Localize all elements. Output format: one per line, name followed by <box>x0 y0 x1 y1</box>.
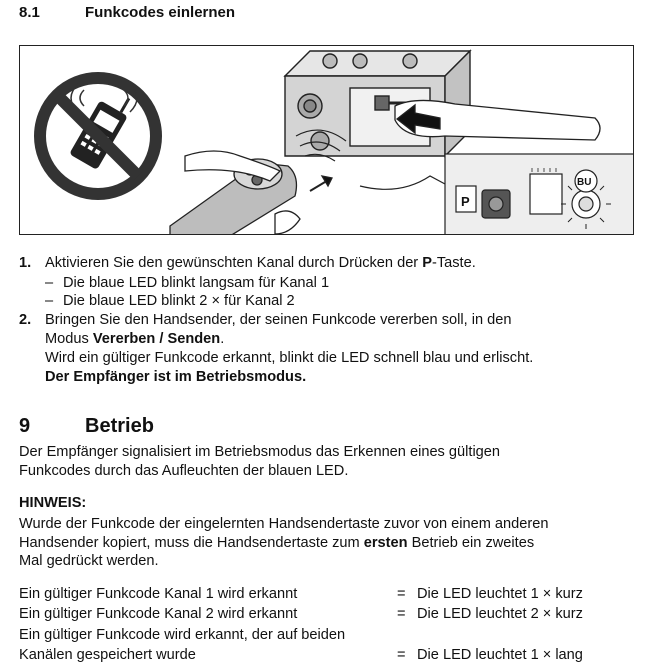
step-1-sub-2: Die blaue LED blinkt 2 × für Kanal 2 <box>63 293 295 309</box>
note-line-3: Mal gedrückt werden. <box>19 553 159 569</box>
section-9-number: 9 <box>19 415 31 437</box>
inset-panel <box>360 154 634 235</box>
table-row-1-right: Die LED leuchtet 1 × kurz <box>417 586 583 602</box>
step-2-number: 2. <box>19 312 32 328</box>
note-heading: HINWEIS: <box>19 495 87 511</box>
table-row-2-eq: = <box>397 606 406 622</box>
table-row-3-left: Ein gültiger Funkcode wird erkannt, der auf beiden <box>19 627 346 643</box>
pressing-hand <box>395 100 600 140</box>
note-line-2: Handsender kopiert, muss die Handsendertaste zum ersten Betrieb ein zweites <box>19 535 535 551</box>
table-row-2-right: Die LED leuchtet 2 × kurz <box>417 606 583 622</box>
intro-line-1: Der Empfänger signalisiert im Betriebsmodus das Erkennen eines gültigen <box>19 444 501 460</box>
table-row-4-eq: = <box>397 647 406 663</box>
intro-line-2: Funkcodes durch das Aufleuchten der blauen LED. <box>19 463 349 479</box>
note-line-1: Wurde der Funkcode der eingelernten Handsendertaste zuvor von einem anderen <box>19 516 549 532</box>
step-2-line-4: Der Empfänger ist im Betriebsmodus. <box>45 369 307 385</box>
step-2-line-3: Wird ein gültiger Funkcode erkannt, blinkt die LED schnell blau und erlischt. <box>45 350 534 366</box>
illustration-svg <box>20 46 634 235</box>
step-2-line-1: Bringen Sie den Handsender, der seinen Funkcode vererben soll, in den <box>45 312 512 328</box>
step-1-text: Aktivieren Sie den gewünschten Kanal durch Drücken der P-Taste. <box>45 255 476 271</box>
bu-led-label: BU <box>577 177 592 188</box>
table-row-1-eq: = <box>397 586 406 602</box>
step-2-line-2: Modus Vererben / Senden. <box>45 331 225 347</box>
no-phone-icon <box>40 78 156 194</box>
step-1-sub-1: Die blaue LED blinkt langsam für Kanal 1 <box>63 275 330 291</box>
section-number: 8.1 <box>19 4 40 21</box>
table-row-4-left: Kanälen gespeichert wurde <box>19 647 196 663</box>
p-button-label: P <box>461 194 470 209</box>
section-9-title: Betrieb <box>85 415 154 437</box>
step-1-sub-dash-1: – <box>45 275 54 291</box>
step-1-number: 1. <box>19 255 32 271</box>
step-1-sub-dash-2: – <box>45 293 54 309</box>
instruction-illustration <box>19 45 634 235</box>
table-row-2-left: Ein gültiger Funkcode Kanal 2 wird erkannt <box>19 606 298 622</box>
section-title: Funkcodes einlernen <box>85 4 236 21</box>
table-row-4-right: Die LED leuchtet 1 × lang <box>417 647 583 663</box>
table-row-1-left: Ein gültiger Funkcode Kanal 1 wird erkannt <box>19 586 298 602</box>
